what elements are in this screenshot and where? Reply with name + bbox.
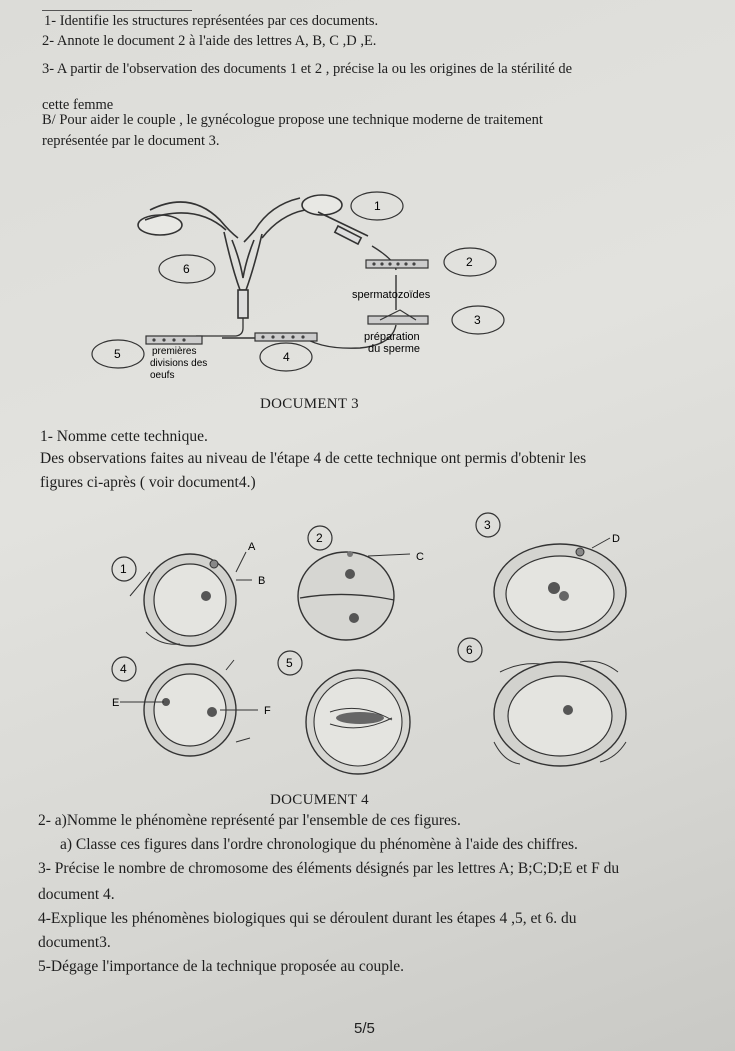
figure-number-6: 6 <box>466 643 473 657</box>
page-number: 5/5 <box>354 1020 375 1037</box>
question-chromosomes: 3- Précise le nombre de chromosome des éléments désignés par les lettres A; B;C;D;E et F du <box>38 860 620 877</box>
letter-b: B <box>258 575 266 587</box>
figure-number-5: 5 <box>286 656 293 670</box>
step-number-3: 3 <box>474 313 481 327</box>
document-3-diagram <box>0 150 735 390</box>
figure-number-3: 3 <box>484 518 491 532</box>
figure-number-2: 2 <box>316 531 323 545</box>
step-number-2: 2 <box>466 255 473 269</box>
step-number-6: 6 <box>183 262 190 276</box>
uterus-drawing <box>138 195 342 336</box>
label-du-sperme: du sperme <box>368 343 420 355</box>
question-b: B/ Pour aider le couple , le gynécologue propose une technique moderne de traitement <box>42 112 543 128</box>
figure-2-two-cells <box>298 551 410 640</box>
document-3-caption: DOCUMENT 3 <box>260 396 359 412</box>
label-oeufs: oeufs <box>150 370 175 381</box>
question-2a-classify: a) Classe ces figures dans l'ordre chronologique du phénomène à l'aide des chiffres. <box>60 836 578 853</box>
document-4-figures <box>0 512 735 787</box>
label-premieres: premières <box>152 346 197 357</box>
question-explain: 4-Explique les phénomènes biologiques qui se déroulent durant les étapes 4 ,5, et 6. du <box>38 910 577 927</box>
question-3: 3- A partir de l'observation des documents 1 et 2 , précise la ou les origines de la stérilité de <box>42 61 573 77</box>
label-divisions-des: divisions des <box>150 358 208 369</box>
question-2a: 2- a)Nomme le phénomène représenté par l'ensemble de ces figures. <box>38 812 461 829</box>
figure-6-sperm-entry <box>494 661 626 766</box>
observation-text: Des observations faites au niveau de l'étape 4 de cette technique ont permis d'obtenir les <box>40 450 587 467</box>
figure-3-zygote <box>494 538 626 640</box>
step-number-5: 5 <box>114 347 121 361</box>
question-b-continued: représentée par le document 3. <box>42 133 220 149</box>
question-3-continued: cette femme <box>42 97 114 113</box>
question-technique: 1- Nomme cette technique. <box>40 428 208 445</box>
figure-4-fertilization <box>120 660 258 756</box>
letter-d: D <box>612 533 620 545</box>
label-spermatozoides: spermatozoïdes <box>352 289 431 301</box>
question-2: 2- Annote le document 2 à l'aide des lettres A, B, C ,D ,E. <box>42 33 377 49</box>
figure-5-spindle <box>306 670 410 774</box>
question-explain-continued: document3. <box>38 934 111 951</box>
step-number-1: 1 <box>374 199 381 213</box>
figure-number-1: 1 <box>120 562 127 576</box>
top-rule <box>42 10 192 11</box>
question-1: 1- Identifie les structures représentées par ces documents. <box>44 13 379 29</box>
figure-number-4: 4 <box>120 662 127 676</box>
document-4-caption: DOCUMENT 4 <box>270 792 369 808</box>
letter-a: A <box>248 541 256 553</box>
step-number-4: 4 <box>283 350 290 364</box>
letter-f: F <box>264 705 271 717</box>
observation-text-continued: figures ci-après ( voir document4.) <box>40 474 256 491</box>
letter-c: C <box>416 551 424 563</box>
question-chromosomes-continued: document 4. <box>38 886 115 903</box>
question-importance: 5-Dégage l'importance de la technique proposée au couple. <box>38 958 405 975</box>
figure-1-oocyte <box>130 552 252 646</box>
letter-e: E <box>112 697 120 709</box>
label-preparation: préparation <box>364 331 420 343</box>
